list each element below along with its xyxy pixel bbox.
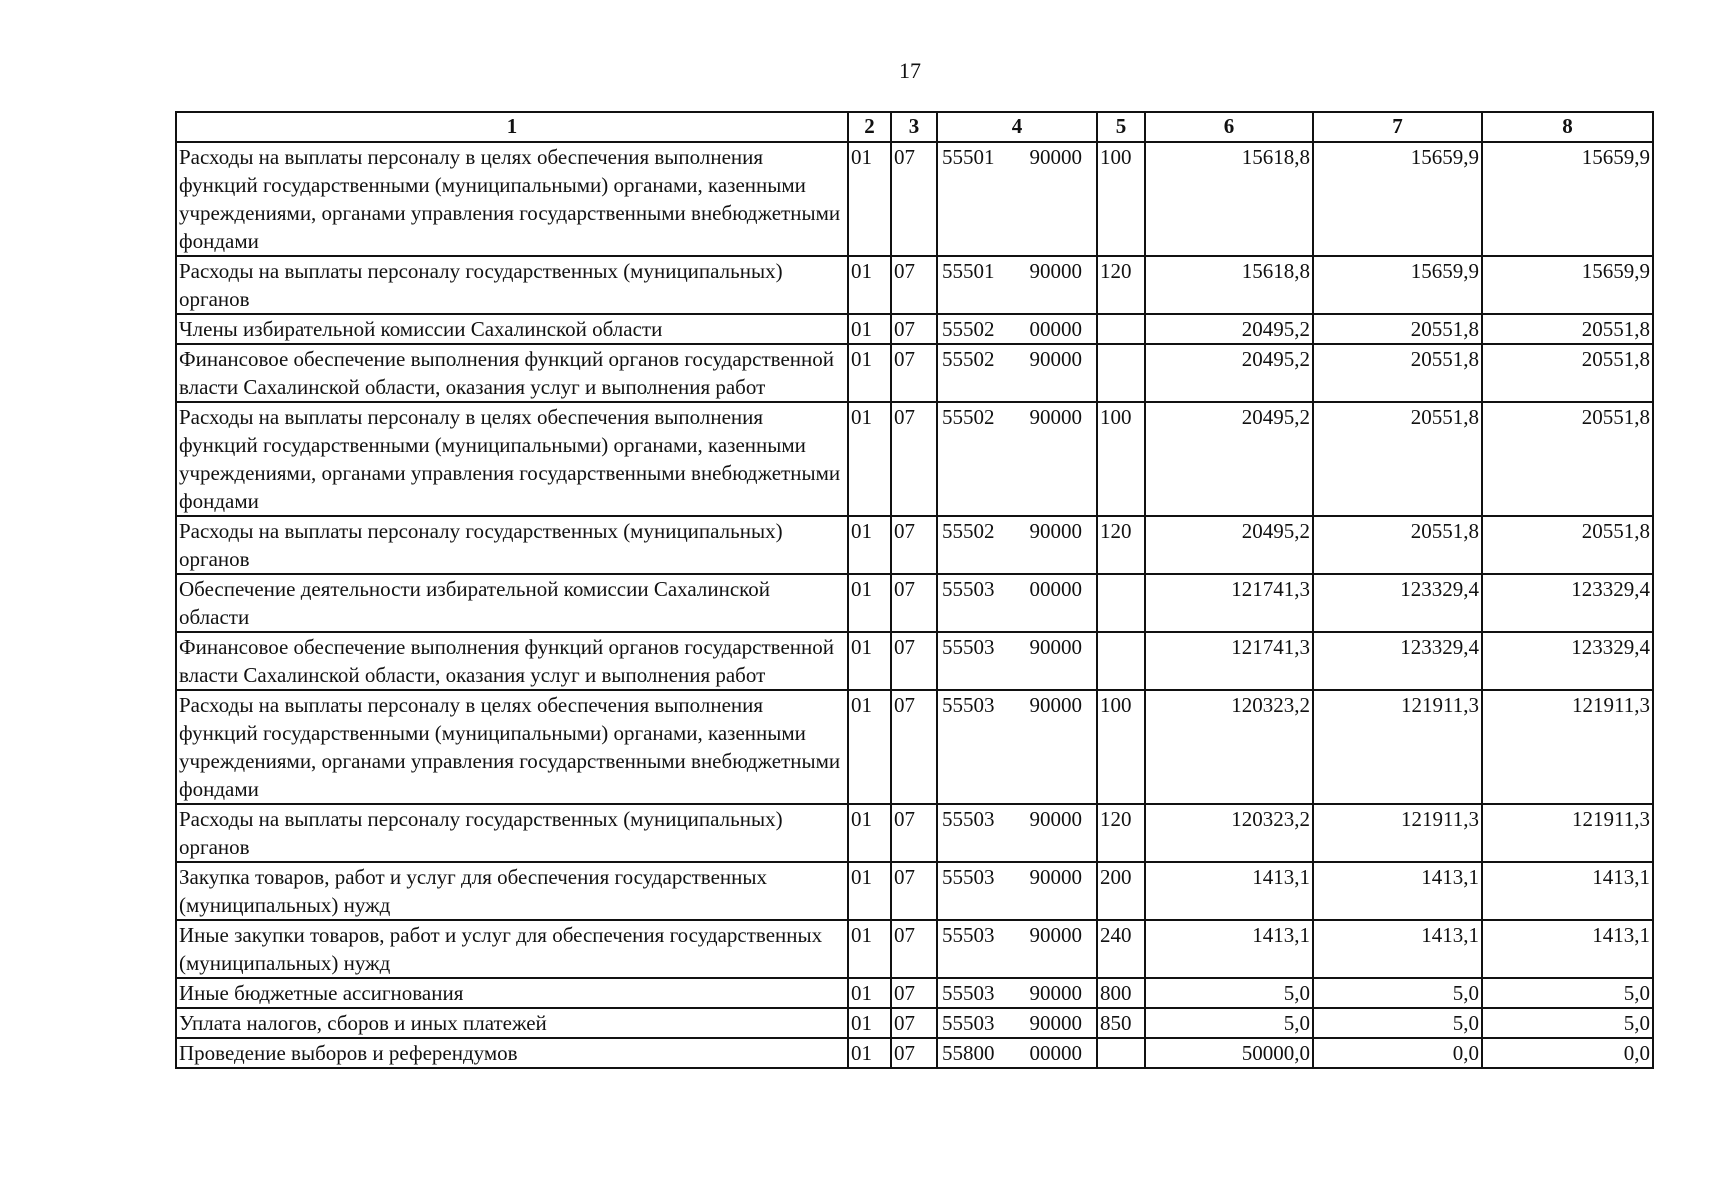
row-description: Финансовое обеспечение выполнения функций органов государственной власти Сахалинской области, оказания услуг и выполнения работ: [176, 632, 848, 690]
target-article-code-part1: 55800: [942, 1041, 995, 1065]
target-article-code-part1: 55503: [942, 1011, 995, 1035]
amount-col7: 121911,3: [1313, 804, 1482, 862]
amount-col7: 121911,3: [1313, 690, 1482, 804]
subsection-code: 07: [891, 402, 937, 516]
expense-type-code: 100: [1097, 142, 1145, 256]
section-code: 01: [848, 574, 891, 632]
amount-col7: 123329,4: [1313, 574, 1482, 632]
amount-col8: 5,0: [1482, 978, 1653, 1008]
target-article-code-part2: 90000: [1029, 865, 1082, 889]
expense-type-code: 240: [1097, 920, 1145, 978]
expense-type-code: 120: [1097, 804, 1145, 862]
amount-col6: 20495,2: [1145, 314, 1313, 344]
section-code: 01: [848, 516, 891, 574]
target-article-code-part2: 90000: [1029, 923, 1082, 947]
row-description: Иные бюджетные ассигнования: [176, 978, 848, 1008]
target-article-code: [937, 574, 1097, 632]
table-row: [176, 920, 1653, 978]
amount-col7: 5,0: [1313, 978, 1482, 1008]
amount-col6: 20495,2: [1145, 402, 1313, 516]
target-article-code: [937, 978, 1097, 1008]
amount-col6: 121741,3: [1145, 632, 1313, 690]
row-description: Закупка товаров, работ и услуг для обеспечения государственных (муниципальных) нужд: [176, 862, 848, 920]
target-article-code-part2: 90000: [1029, 347, 1082, 371]
expense-type-code: [1097, 632, 1145, 690]
expense-type-code: [1097, 574, 1145, 632]
expense-type-code: 200: [1097, 862, 1145, 920]
row-description: Иные закупки товаров, работ и услуг для обеспечения государственных (муниципальных) нужд: [176, 920, 848, 978]
target-article-code-part1: 55503: [942, 865, 995, 889]
target-article-code: [937, 862, 1097, 920]
target-article-code-part1: 55502: [942, 347, 995, 371]
target-article-code: [937, 690, 1097, 804]
expense-type-code: 850: [1097, 1008, 1145, 1038]
table-row: [176, 804, 1653, 862]
subsection-code: 07: [891, 256, 937, 314]
header-row: [176, 112, 1653, 142]
amount-col8: 121911,3: [1482, 690, 1653, 804]
amount-col7: 20551,8: [1313, 402, 1482, 516]
subsection-code: 07: [891, 632, 937, 690]
amount-col7: 5,0: [1313, 1008, 1482, 1038]
row-description: Расходы на выплаты персоналу в целях обеспечения выполнения функций государственными (муниципальными) органами, казенными учреждениями, органами управления государственными внебюджетными фондами: [176, 402, 848, 516]
target-article-code: [937, 804, 1097, 862]
target-article-code-part1: 55503: [942, 577, 995, 601]
subsection-code: 07: [891, 978, 937, 1008]
amount-col8: 15659,9: [1482, 256, 1653, 314]
amount-col7: 0,0: [1313, 1038, 1482, 1068]
target-article-code: [937, 314, 1097, 344]
column-header: 3: [891, 112, 937, 142]
column-header: 5: [1097, 112, 1145, 142]
amount-col6: 50000,0: [1145, 1038, 1313, 1068]
row-description: Члены избирательной комиссии Сахалинской области: [176, 314, 848, 344]
amount-col6: 20495,2: [1145, 344, 1313, 402]
target-article-code-part1: 55502: [942, 519, 995, 543]
target-article-code-part2: 90000: [1029, 405, 1082, 429]
table-row: [176, 256, 1653, 314]
column-header: 4: [937, 112, 1097, 142]
target-article-code-part2: 90000: [1029, 807, 1082, 831]
target-article-code: [937, 142, 1097, 256]
column-header: 8: [1482, 112, 1653, 142]
target-article-code: [937, 256, 1097, 314]
expense-type-code: [1097, 314, 1145, 344]
amount-col7: 20551,8: [1313, 516, 1482, 574]
section-code: 01: [848, 920, 891, 978]
section-code: 01: [848, 1008, 891, 1038]
amount-col8: 121911,3: [1482, 804, 1653, 862]
amount-col6: 1413,1: [1145, 920, 1313, 978]
target-article-code-part2: 90000: [1029, 519, 1082, 543]
row-description: Обеспечение деятельности избирательной комиссии Сахалинской области: [176, 574, 848, 632]
target-article-code-part2: 90000: [1029, 145, 1082, 169]
row-description: Расходы на выплаты персоналу государственных (муниципальных) органов: [176, 516, 848, 574]
table-row: [176, 690, 1653, 804]
subsection-code: 07: [891, 862, 937, 920]
column-header: 2: [848, 112, 891, 142]
amount-col6: 20495,2: [1145, 516, 1313, 574]
target-article-code: [937, 402, 1097, 516]
column-header: 1: [176, 112, 848, 142]
section-code: 01: [848, 978, 891, 1008]
target-article-code-part2: 90000: [1029, 635, 1082, 659]
section-code: 01: [848, 690, 891, 804]
amount-col8: 20551,8: [1482, 314, 1653, 344]
target-article-code: [937, 344, 1097, 402]
table-row: [176, 516, 1653, 574]
subsection-code: 07: [891, 804, 937, 862]
target-article-code: [937, 632, 1097, 690]
amount-col8: 0,0: [1482, 1038, 1653, 1068]
amount-col7: 15659,9: [1313, 142, 1482, 256]
target-article-code-part1: 55503: [942, 693, 995, 717]
subsection-code: 07: [891, 1038, 937, 1068]
amount-col6: 121741,3: [1145, 574, 1313, 632]
amount-col8: 1413,1: [1482, 862, 1653, 920]
row-description: Расходы на выплаты персоналу государственных (муниципальных) органов: [176, 256, 848, 314]
page-number: 17: [899, 58, 921, 83]
column-header: 6: [1145, 112, 1313, 142]
row-description: Расходы на выплаты персоналу в целях обеспечения выполнения функций государственными (муниципальными) органами, казенными учреждениями, органами управления государственными внебюджетными фондами: [176, 690, 848, 804]
amount-col6: 15618,8: [1145, 142, 1313, 256]
amount-col8: 15659,9: [1482, 142, 1653, 256]
target-article-code-part1: 55501: [942, 259, 995, 283]
table-row: [176, 632, 1653, 690]
expense-type-code: 120: [1097, 256, 1145, 314]
section-code: 01: [848, 632, 891, 690]
section-code: 01: [848, 804, 891, 862]
subsection-code: 07: [891, 516, 937, 574]
amount-col7: 1413,1: [1313, 862, 1482, 920]
expense-type-code: 800: [1097, 978, 1145, 1008]
section-code: 01: [848, 314, 891, 344]
amount-col8: 20551,8: [1482, 402, 1653, 516]
amount-col6: 15618,8: [1145, 256, 1313, 314]
amount-col8: 123329,4: [1482, 632, 1653, 690]
table-row: [176, 978, 1653, 1008]
amount-col8: 20551,8: [1482, 344, 1653, 402]
target-article-code-part1: 55503: [942, 807, 995, 831]
subsection-code: 07: [891, 574, 937, 632]
subsection-code: 07: [891, 314, 937, 344]
target-article-code-part1: 55502: [942, 317, 995, 341]
target-article-code: [937, 1038, 1097, 1068]
subsection-code: 07: [891, 690, 937, 804]
amount-col6: 120323,2: [1145, 804, 1313, 862]
target-article-code-part1: 55503: [942, 981, 995, 1005]
target-article-code-part2: 90000: [1029, 981, 1082, 1005]
subsection-code: 07: [891, 920, 937, 978]
subsection-code: 07: [891, 344, 937, 402]
amount-col7: 20551,8: [1313, 344, 1482, 402]
amount-col7: 1413,1: [1313, 920, 1482, 978]
target-article-code: [937, 1008, 1097, 1038]
row-description: Расходы на выплаты персоналу в целях обеспечения выполнения функций государственными (муниципальными) органами, казенными учреждениями, органами управления государственными внебюджетными фондами: [176, 142, 848, 256]
table-body: [176, 142, 1653, 1068]
expense-type-code: 100: [1097, 690, 1145, 804]
expense-type-code: [1097, 344, 1145, 402]
table-row: [176, 1008, 1653, 1038]
expense-type-code: [1097, 1038, 1145, 1068]
table-row: [176, 1038, 1653, 1068]
subsection-code: 07: [891, 142, 937, 256]
table-row: [176, 574, 1653, 632]
amount-col8: 20551,8: [1482, 516, 1653, 574]
row-description: Финансовое обеспечение выполнения функций органов государственной власти Сахалинской области, оказания услуг и выполнения работ: [176, 344, 848, 402]
subsection-code: 07: [891, 1008, 937, 1038]
table-row: [176, 862, 1653, 920]
target-article-code-part1: 55503: [942, 635, 995, 659]
target-article-code-part1: 55502: [942, 405, 995, 429]
budget-table: [175, 111, 1654, 1069]
section-code: 01: [848, 344, 891, 402]
expense-type-code: 100: [1097, 402, 1145, 516]
target-article-code-part1: 55501: [942, 145, 995, 169]
row-description: Уплата налогов, сборов и иных платежей: [176, 1008, 848, 1038]
column-header: 7: [1313, 112, 1482, 142]
row-description: Проведение выборов и референдумов: [176, 1038, 848, 1068]
amount-col8: 5,0: [1482, 1008, 1653, 1038]
section-code: 01: [848, 256, 891, 314]
amount-col6: 5,0: [1145, 978, 1313, 1008]
target-article-code-part2: 90000: [1029, 259, 1082, 283]
amount-col6: 120323,2: [1145, 690, 1313, 804]
section-code: 01: [848, 142, 891, 256]
section-code: 01: [848, 402, 891, 516]
target-article-code-part1: 55503: [942, 923, 995, 947]
amount-col8: 123329,4: [1482, 574, 1653, 632]
table-row: [176, 344, 1653, 402]
target-article-code-part2: 00000: [1029, 1041, 1082, 1065]
target-article-code-part2: 00000: [1029, 577, 1082, 601]
amount-col6: 1413,1: [1145, 862, 1313, 920]
amount-col6: 5,0: [1145, 1008, 1313, 1038]
target-article-code-part2: 90000: [1029, 693, 1082, 717]
section-code: 01: [848, 862, 891, 920]
table-row: [176, 142, 1653, 256]
table-row: [176, 402, 1653, 516]
expense-type-code: 120: [1097, 516, 1145, 574]
target-article-code-part2: 00000: [1029, 317, 1082, 341]
section-code: 01: [848, 1038, 891, 1068]
amount-col7: 15659,9: [1313, 256, 1482, 314]
target-article-code: [937, 516, 1097, 574]
amount-col7: 20551,8: [1313, 314, 1482, 344]
target-article-code: [937, 920, 1097, 978]
amount-col7: 123329,4: [1313, 632, 1482, 690]
target-article-code-part2: 90000: [1029, 1011, 1082, 1035]
row-description: Расходы на выплаты персоналу государственных (муниципальных) органов: [176, 804, 848, 862]
table-row: [176, 314, 1653, 344]
amount-col8: 1413,1: [1482, 920, 1653, 978]
